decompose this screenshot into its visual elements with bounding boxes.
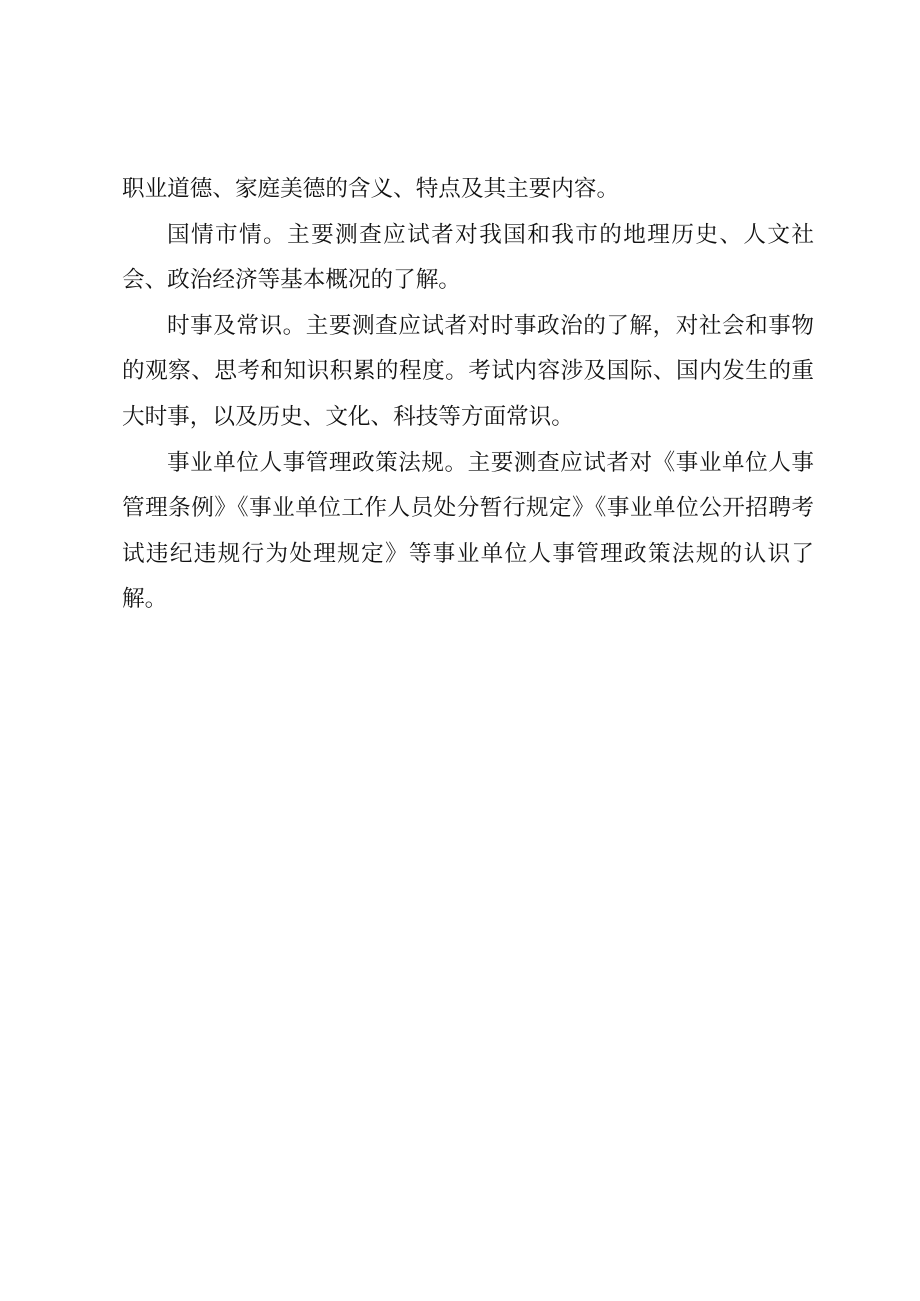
paragraph-morality-continued: 职业道德、家庭美德的含义、特点及其主要内容。 (122, 176, 620, 202)
paragraph-current-affairs: 时事及常识。主要测查应试者对时事政治的了解，对社会和事物的观察、思考和知识积累的程度。考试内容涉及国际、国内发生的重大时事，以及历史、文化、科技等方面常识。 (122, 312, 814, 430)
paragraph-personnel-regulations: 事业单位人事管理政策法规。主要测查应试者对《事业单位人事管理条例》《事业单位工作人员处分暂行规定》《事业单位公开招聘考试违纪违规行为处理规定》等事业单位人事管理政策法规的认识了解。 (122, 449, 814, 613)
paragraph-national-conditions: 国情市情。主要测查应试者对我国和我市的地理历史、人文社会、政治经济等基本概况的了解。 (122, 221, 814, 294)
document-body (122, 167, 814, 623)
